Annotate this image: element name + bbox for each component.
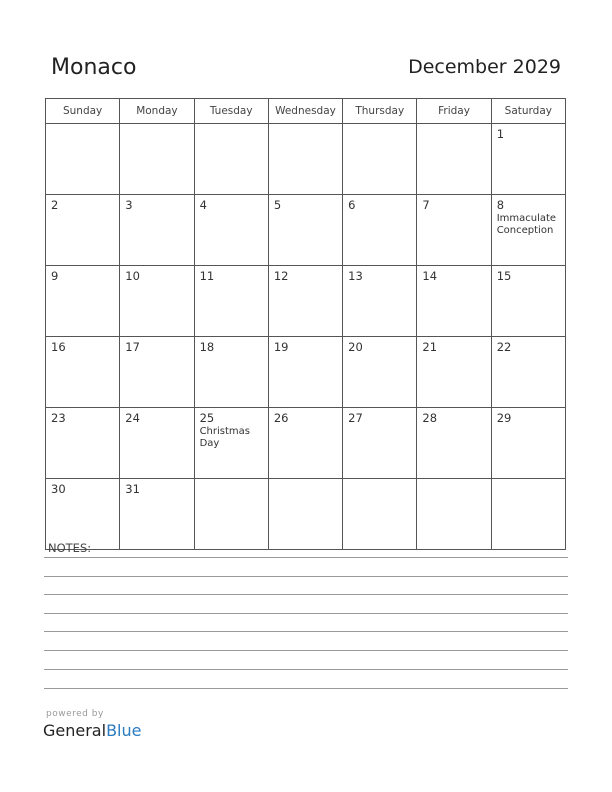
day-number: 22 xyxy=(496,340,512,354)
day-number: 11 xyxy=(199,269,215,283)
holiday-label: Immaculate Conception xyxy=(496,213,557,236)
weekday-tuesday: Tuesday xyxy=(194,99,268,124)
calendar-grid xyxy=(45,98,566,550)
month-year-title: December 2029 xyxy=(408,56,561,78)
calendar-day-cell xyxy=(491,266,565,337)
day-number: 3 xyxy=(125,198,133,212)
calendar-day-cell xyxy=(491,337,565,408)
brand-blue: Blue xyxy=(106,721,142,740)
calendar-day-cell xyxy=(343,337,417,408)
day-number: 21 xyxy=(422,340,438,354)
calendar-week-row xyxy=(46,195,566,266)
brand-logo xyxy=(43,721,141,740)
day-number: 31 xyxy=(125,482,140,496)
calendar-day-cell xyxy=(120,195,194,266)
day-number: 18 xyxy=(199,340,215,354)
day-number: 13 xyxy=(348,269,363,283)
day-number: 28 xyxy=(422,411,438,425)
day-number: 24 xyxy=(125,411,140,425)
calendar-day-cell xyxy=(46,408,120,479)
calendar-week-row xyxy=(46,124,566,195)
calendar-day-cell xyxy=(491,408,565,479)
calendar-week-row xyxy=(46,408,566,479)
calendar-day-cell xyxy=(46,479,120,550)
notes-line xyxy=(44,631,568,632)
calendar-day-cell xyxy=(343,195,417,266)
calendar-day-cell xyxy=(194,266,268,337)
day-number: 25 xyxy=(199,411,215,425)
calendar-day-cell xyxy=(268,266,342,337)
weekday-sunday: Sunday xyxy=(46,99,120,124)
powered-by-text: powered by xyxy=(46,709,104,719)
calendar-day-cell xyxy=(343,266,417,337)
notes-line xyxy=(44,669,568,670)
calendar-day-cell xyxy=(46,124,120,195)
day-number: 12 xyxy=(273,269,289,283)
day-number: 5 xyxy=(273,198,282,212)
calendar-day-cell xyxy=(268,124,342,195)
calendar-week-row xyxy=(46,266,566,337)
calendar-day-cell xyxy=(343,124,417,195)
day-number: 29 xyxy=(496,411,512,425)
calendar-day-cell xyxy=(46,195,120,266)
weekday-wednesday: Wednesday xyxy=(268,99,342,124)
calendar-day-cell xyxy=(194,195,268,266)
day-number: 20 xyxy=(348,340,363,354)
calendar-day-cell xyxy=(194,479,268,550)
weekday-header-row xyxy=(46,99,566,124)
notes-label: NOTES: xyxy=(48,541,92,555)
calendar-day-cell xyxy=(417,266,491,337)
day-number: 7 xyxy=(422,198,430,212)
day-number: 19 xyxy=(273,340,289,354)
calendar-day-cell xyxy=(120,124,194,195)
day-number: 17 xyxy=(125,340,140,354)
day-number: 30 xyxy=(51,482,66,496)
country-title: Monaco xyxy=(51,55,137,80)
notes-line xyxy=(44,613,568,614)
day-number: 14 xyxy=(422,269,438,283)
brand-general: General xyxy=(43,721,107,740)
calendar-day-cell xyxy=(343,408,417,479)
day-number: 6 xyxy=(348,198,356,212)
calendar-day-cell xyxy=(417,124,491,195)
calendar-week-row xyxy=(46,337,566,408)
calendar-day-cell xyxy=(491,124,565,195)
calendar-day-cell xyxy=(194,124,268,195)
day-number: 8 xyxy=(496,198,505,212)
calendar-day-cell xyxy=(120,408,194,479)
calendar-day-cell xyxy=(268,479,342,550)
calendar-day-cell xyxy=(120,337,194,408)
calendar-day-cell xyxy=(46,266,120,337)
calendar-day-cell xyxy=(268,195,342,266)
day-number: 15 xyxy=(496,269,512,283)
calendar-day-cell xyxy=(491,479,565,550)
weekday-thursday: Thursday xyxy=(343,99,417,124)
calendar-day-cell xyxy=(46,337,120,408)
calendar-day-cell xyxy=(343,479,417,550)
notes-line xyxy=(44,650,568,651)
day-number: 16 xyxy=(51,340,66,354)
calendar-day-cell xyxy=(268,408,342,479)
weekday-friday: Friday xyxy=(417,99,491,124)
weekday-saturday: Saturday xyxy=(491,99,565,124)
day-number: 1 xyxy=(496,127,505,141)
day-number: 10 xyxy=(125,269,140,283)
calendar-day-cell xyxy=(120,479,194,550)
day-number: 4 xyxy=(199,198,207,212)
calendar-day-cell xyxy=(417,479,491,550)
calendar-day-cell xyxy=(491,195,565,266)
calendar-week-row xyxy=(46,479,566,550)
day-number: 9 xyxy=(51,269,59,283)
day-number: 27 xyxy=(348,411,363,425)
day-number: 2 xyxy=(51,198,59,212)
day-number: 26 xyxy=(273,411,289,425)
calendar-day-cell xyxy=(417,337,491,408)
notes-line xyxy=(44,576,568,577)
calendar-day-cell xyxy=(194,337,268,408)
day-number: 23 xyxy=(51,411,66,425)
holiday-label: Christmas Day xyxy=(199,426,250,449)
calendar-day-cell xyxy=(268,337,342,408)
calendar-day-cell xyxy=(120,266,194,337)
calendar-day-cell xyxy=(194,408,268,479)
notes-line xyxy=(44,688,568,689)
notes-line xyxy=(44,557,568,558)
calendar-day-cell xyxy=(417,195,491,266)
notes-line xyxy=(44,594,568,595)
weekday-monday: Monday xyxy=(120,99,194,124)
calendar-day-cell xyxy=(417,408,491,479)
